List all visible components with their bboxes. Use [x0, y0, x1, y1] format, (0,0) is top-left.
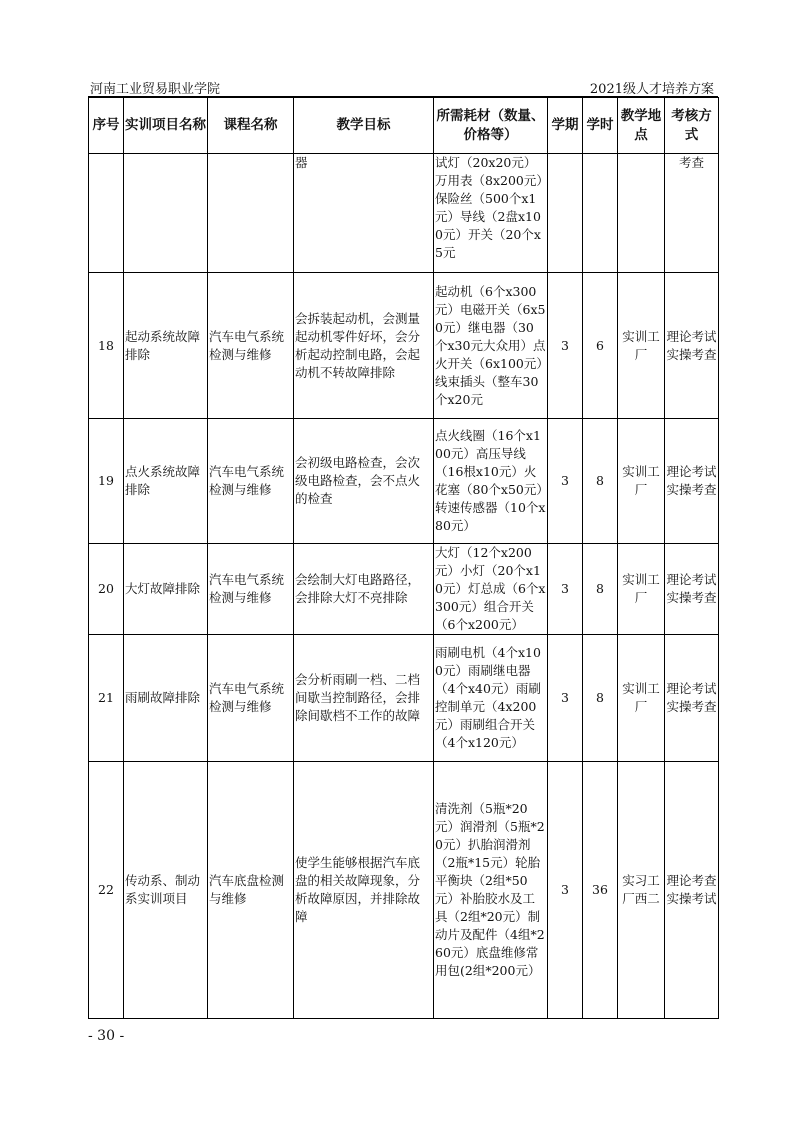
cell-seq — [89, 154, 124, 273]
page-header — [88, 76, 716, 96]
school-name: 河南工业贸易职业学院 — [90, 82, 221, 97]
header-materials: 所需耗材（数量、价格等） — [434, 98, 548, 154]
cell-term: 3 — [548, 273, 583, 419]
cell-assess: 理论考试实操考查 — [665, 544, 719, 635]
cell-course — [208, 154, 294, 273]
cell-assess: 考查 — [665, 154, 719, 273]
cell-term — [548, 154, 583, 273]
cell-assess: 理论考试实操考查 — [665, 419, 719, 544]
cell-project: 大灯故障排除 — [124, 544, 208, 635]
header-seq: 序号 — [89, 98, 124, 154]
header-place: 教学地点 — [618, 98, 665, 154]
cell-materials: 清洗剂（5瓶*20元）润滑剂（5瓶*20元）扒胎润滑剂（2瓶*15元）轮胎平衡块（2组*50元）补胎胶水及工具（2组*20元）制动片及配件（4组*260元）底盘维修常用包(2组*200元） — [434, 762, 548, 1019]
page-number: - 30 - — [88, 1028, 125, 1044]
cell-place: 实训工厂 — [618, 273, 665, 419]
cell-term: 3 — [548, 544, 583, 635]
table-row — [89, 273, 719, 419]
cell-place: 实训工厂 — [618, 419, 665, 544]
table-row — [89, 544, 719, 635]
cell-materials: 起动机（6个x300元）电磁开关（6x50元）继电器（30个x30元大众用）点火开关（6x100元）线束插头（整车30个x20元 — [434, 273, 548, 419]
program-title: 2021级人才培养方案 — [589, 82, 714, 97]
cell-project: 点火系统故障排除 — [124, 419, 208, 544]
cell-materials: 大灯（12个x200元）小灯（20个x10元）灯总成（6个x300元）组合开关（6个x200元） — [434, 544, 548, 635]
cell-hours: 8 — [583, 419, 618, 544]
cell-place: 实训工厂 — [618, 544, 665, 635]
cell-project — [124, 154, 208, 273]
table-row — [89, 762, 719, 1019]
cell-goal: 器 — [294, 154, 434, 273]
cell-project: 起动系统故障排除 — [124, 273, 208, 419]
cell-seq: 20 — [89, 544, 124, 635]
cell-materials: 雨刷电机（4个x100元）雨刷继电器（4个x40元）雨刷控制单元（4x200元）雨刷组合开关（4个x120元） — [434, 635, 548, 762]
header-term: 学期 — [548, 98, 583, 154]
cell-project: 传动系、制动系实训项目 — [124, 762, 208, 1019]
cell-hours: 6 — [583, 273, 618, 419]
cell-project: 雨刷故障排除 — [124, 635, 208, 762]
header-goal: 教学目标 — [294, 98, 434, 154]
cell-assess: 理论考试实操考查 — [665, 635, 719, 762]
cell-seq: 18 — [89, 273, 124, 419]
cell-course: 汽车电气系统检测与维修 — [208, 273, 294, 419]
cell-goal: 会拆装起动机，会测量起动机零件好坏，会分析起动控制电路，会起动机不转故障排除 — [294, 273, 434, 419]
cell-seq: 22 — [89, 762, 124, 1019]
cell-course: 汽车电气系统检测与维修 — [208, 544, 294, 635]
cell-goal: 会初级电路检查，会次级电路检查，会不点火的检查 — [294, 419, 434, 544]
cell-goal: 会分析雨刷一档、二档间歇当控制路径，会排除间歇档不工作的故障 — [294, 635, 434, 762]
cell-place: 实习工厂西二 — [618, 762, 665, 1019]
cell-goal: 使学生能够根据汽车底盘的相关故障现象，分析故障原因，并排除故障 — [294, 762, 434, 1019]
cell-seq: 19 — [89, 419, 124, 544]
cell-hours: 8 — [583, 635, 618, 762]
cell-place: 实训工厂 — [618, 635, 665, 762]
cell-hours — [583, 154, 618, 273]
cell-hours: 36 — [583, 762, 618, 1019]
header-course: 课程名称 — [208, 98, 294, 154]
cell-materials: 试灯（20x20元）万用表（8x200元）保险丝（500个x1元）导线（2盘x100元）开关（20个x5元 — [434, 154, 548, 273]
cell-goal: 会绘制大灯电路路径，会排除大灯不亮排除 — [294, 544, 434, 635]
cell-materials: 点火线圈（16个x100元）高压导线（16根x10元）火花塞（80个x50元）转速传感器（10个x80元） — [434, 419, 548, 544]
cell-term: 3 — [548, 419, 583, 544]
cell-assess: 理论考查实操考试 — [665, 762, 719, 1019]
training-table — [88, 97, 719, 1019]
cell-hours: 8 — [583, 544, 618, 635]
cell-assess: 理论考试实操考查 — [665, 273, 719, 419]
table-row — [89, 635, 719, 762]
header-assess: 考核方式 — [665, 98, 719, 154]
header-row — [89, 98, 719, 154]
cell-course: 汽车电气系统检测与维修 — [208, 635, 294, 762]
cell-place — [618, 154, 665, 273]
table-row — [89, 419, 719, 544]
cell-term: 3 — [548, 762, 583, 1019]
cell-seq: 21 — [89, 635, 124, 762]
header-project: 实训项目名称 — [124, 98, 208, 154]
cell-course: 汽车电气系统检测与维修 — [208, 419, 294, 544]
cell-term: 3 — [548, 635, 583, 762]
cell-course: 汽车底盘检测与维修 — [208, 762, 294, 1019]
header-hours: 学时 — [583, 98, 618, 154]
table-row — [89, 154, 719, 273]
